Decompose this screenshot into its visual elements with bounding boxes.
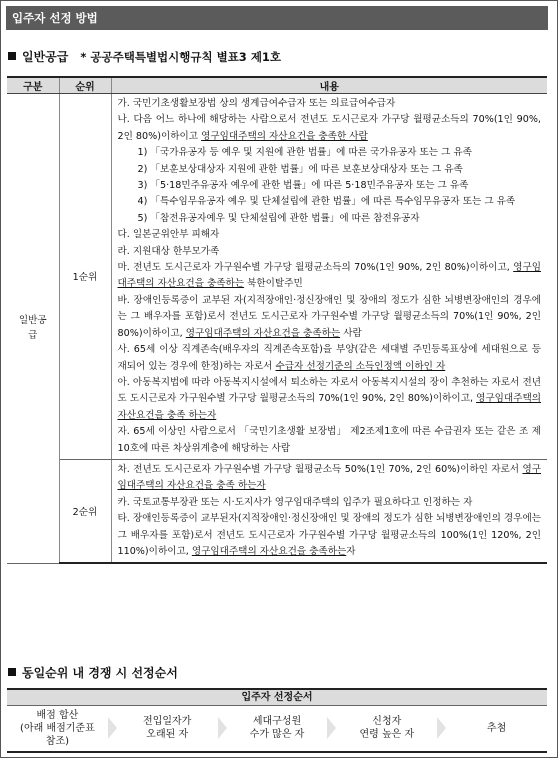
category-cell	[7, 94, 59, 564]
list-item: 아. 아동복지법에 따라 아동복지시설에서 퇴소하는 자로서 아동복지시설의 장이 추천하는 자로서 전년도 도시근로자 가구원수별 가구당 월평균소득의 70%(1인 90%, 2인 80%)이하이고, 영구임대주택의 자산요건을 충족 하는자	[117, 376, 541, 421]
list-item: 3) 「5·18민주유공자 예우에 관한 법률」에 따른 5·18민주유공자 또는 그 유족	[137, 180, 469, 192]
page-title: 입주자 선정 방법	[6, 6, 548, 30]
rank1-content-cell	[111, 94, 547, 460]
flow-step: 추첨	[486, 722, 507, 734]
flow-step: 신청자 연령 높은 자	[359, 716, 415, 740]
square-bullet-icon	[8, 668, 16, 676]
flow-steps	[7, 706, 547, 750]
eligibility-table	[7, 76, 547, 564]
list-item: 1) 「국가유공자 등 예우 및 지원에 관한 법률」에 따른 국가유공자 또는 그 유족	[137, 147, 472, 159]
flow-step: 배점 합산 (아래 배점기준표 참조)	[20, 709, 95, 747]
flow-step: 세대구성원 수가 많은 자	[249, 716, 305, 740]
rank2-content-cell	[111, 459, 547, 563]
rank1-cell: 1순위	[59, 94, 111, 460]
table-row-rank2	[7, 459, 547, 563]
section-heading-general-supply	[8, 48, 281, 65]
category-label: 일반공급	[18, 315, 47, 342]
section-heading-tiebreak	[8, 664, 178, 681]
arrow-right-icon	[218, 717, 227, 739]
list-item: 바. 장애인등록증이 교부된 자(지적장애인·정신장애인 및 장애의 정도가 심한 뇌병변장애인의 경우에는 그 배우자를 포함)로서 전년도 도시근로자 가구원수별 가구당 월평균소득의 70%(1인 90%, 2인 80%)이하이고, 영구임대주택의 자산요건을 충족하는 사람	[117, 294, 541, 339]
flow-step: 전입일자가 오래된 자	[143, 716, 192, 740]
list-item: 라. 지원대상 한부모가족	[117, 245, 220, 257]
flow-header: 입주자 선정순서	[7, 690, 547, 706]
list-item: 다. 일본군위안부 피해자	[117, 229, 220, 241]
section-note: * 공공주택특별법시행규칙 별표3 제1호	[80, 50, 282, 64]
column-header-rank: 순위	[59, 77, 111, 94]
list-item: 나. 다음 어느 하나에 해당하는 사람으로서 전년도 도시근로자 가구당 월평균소득의 70%(1인 90%, 2인 80%)이하이고 영구임대주택의 자산요건을 충족한 사람	[117, 114, 541, 142]
column-header-content: 내용	[111, 77, 547, 94]
list-item: 가. 국민기초생활보장법 상의 생계급여수급자 또는 의료급여수급자	[117, 98, 396, 109]
selection-order-flow	[7, 688, 547, 753]
list-item: 타. 장애인등록증이 교부된자(지적장애인·정신장애인 및 장애의 정도가 심한 뇌병변장애인의 경우에는 그 배우자를 포함)로서 전년도 도시근로자 가구원수별 가구당 월평균소득의 100%(1인 120%, 2인 110%)이하이고, 영구임대주택의 자산요건을 충족하는자	[117, 513, 541, 557]
table-row-rank1	[7, 94, 547, 460]
arrow-right-icon	[327, 717, 336, 739]
list-item: 자. 65세 이상인 사람으로서 「국민기초생활 보장법」 제2조제1호에 따른 수급권자 또는 같은 조 제10호에 따른 차상위계층에 해당하는 사람	[117, 426, 541, 454]
arrow-right-icon	[437, 717, 446, 739]
list-item: 카. 국토교통부장관 또는 시·도지사가 영구임대주택의 입주가 필요하다고 인정하는 자	[117, 496, 473, 508]
section-title: 일반공급	[22, 50, 69, 64]
list-item: 차. 전년도 도시근로자 가구원수별 가구당 월평균소득 50%(1인 70%, 2인 60%)이하인 자로서 영구임대주택의 자산요건을 충족 하는자	[117, 463, 541, 492]
arrow-right-icon	[108, 717, 117, 739]
list-item: 사. 65세 이상 직계존속(배우자의 직계존속포함)을 부양(같은 세대별 주민등록표상에 세대원으로 등재되어 있는 경우에 한정)하는 자로서 수급자 선정기준의 소득인정액 이하인 자	[117, 344, 541, 372]
list-item: 마. 전년도 도시근로자 가구원수별 가구당 월평균소득의 70%(1인 90%, 2인 80%)이하이고, 영구임대주택의 자산요건을 충족하는 북한이탈주민	[117, 262, 541, 290]
table-header-row	[7, 77, 547, 94]
list-item: 4) 「특수임무유공자 예우 및 단체설립에 관한 법률」에 따른 특수임무유공자 또는 그 유족	[137, 196, 516, 208]
rank2-cell: 2순위	[59, 459, 111, 563]
list-item: 5) 「참전유공자예우 및 단체설립에 관한 법률」에 따른 참전유공자	[137, 212, 420, 224]
column-header-category: 구분	[7, 77, 59, 94]
section-title: 동일순위 내 경쟁 시 선정순서	[22, 666, 178, 680]
square-bullet-icon	[8, 52, 16, 60]
list-item: 2) 「보훈보상대상자 지원에 관한 법률」에 따른 보훈보상대상자 또는 그 유족	[137, 163, 463, 175]
